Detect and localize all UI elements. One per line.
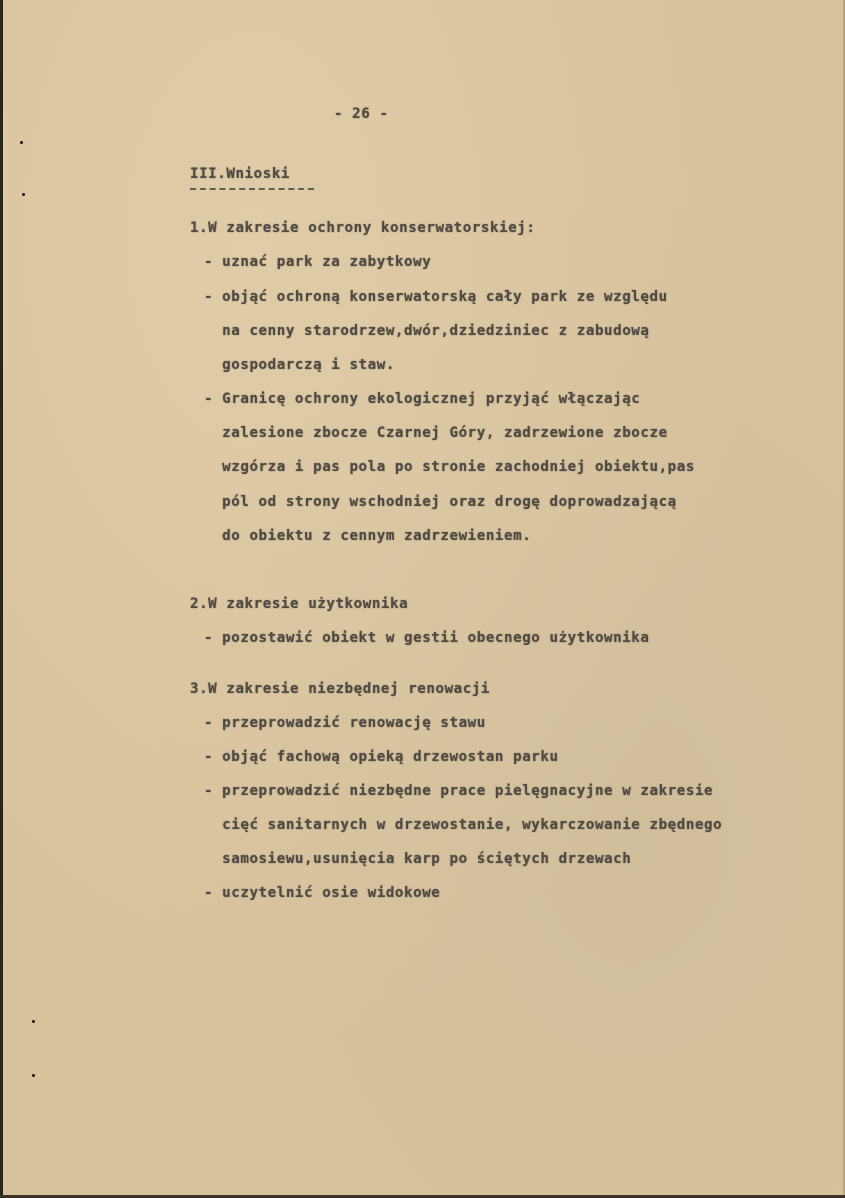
list-item: - przeprowadzić niezbędne prace pielęgnacyjne w zakresie (204, 783, 714, 799)
list-item: - Granicę ochrony ekologicznej przyjąć włączając (204, 391, 641, 407)
section-title-3: 3.W zakresie niezbędnej renowacji (190, 681, 491, 697)
list-item: - objąć fachową opieką drzewostan parku (204, 749, 559, 765)
list-item-continuation: zalesione zbocze Czarnej Góry, zadrzewione zbocze (204, 425, 668, 441)
list-item-continuation: wzgórza i pas pola po stronie zachodniej obiektu,pas (204, 459, 695, 475)
scan-edge-left (0, 0, 3, 1198)
punch-mark (22, 193, 25, 196)
section-title-2: 2.W zakresie użytkownika (190, 596, 409, 612)
list-item: - pozostawić obiekt w gestii obecnego użytkownika (204, 630, 650, 646)
list-item: - przeprowadzić renowację stawu (204, 715, 486, 731)
list-item: - uczytelnić osie widokowe (204, 885, 441, 901)
list-item-continuation: na cenny starodrzew,dwór,dziedziniec z zabudową (204, 323, 650, 339)
list-item-continuation: gospodarczą i staw. (204, 357, 395, 373)
list-item-continuation: cięć sanitarnych w drzewostanie, wykarczowanie zbędnego (204, 817, 723, 833)
punch-mark (32, 1074, 35, 1077)
section-heading: III.Wnioski (190, 166, 291, 182)
page-number: - 26 - (334, 106, 389, 122)
list-item-continuation: pól od strony wschodniej oraz drogę doprowadzającą (204, 494, 677, 510)
section-title-1: 1.W zakresie ochrony konserwatorskiej: (190, 220, 536, 236)
list-item: - objąć ochroną konserwatorską cały park ze względu (204, 289, 668, 305)
punch-mark (20, 141, 23, 144)
list-item-continuation: samosiewu,usunięcia karp po ściętych drzewach (204, 851, 632, 867)
punch-mark (32, 1020, 35, 1023)
list-item-continuation: do obiektu z cennym zadrzewieniem. (204, 528, 532, 544)
heading-underline (190, 188, 314, 190)
list-item: - uznać park za zabytkowy (204, 254, 432, 270)
